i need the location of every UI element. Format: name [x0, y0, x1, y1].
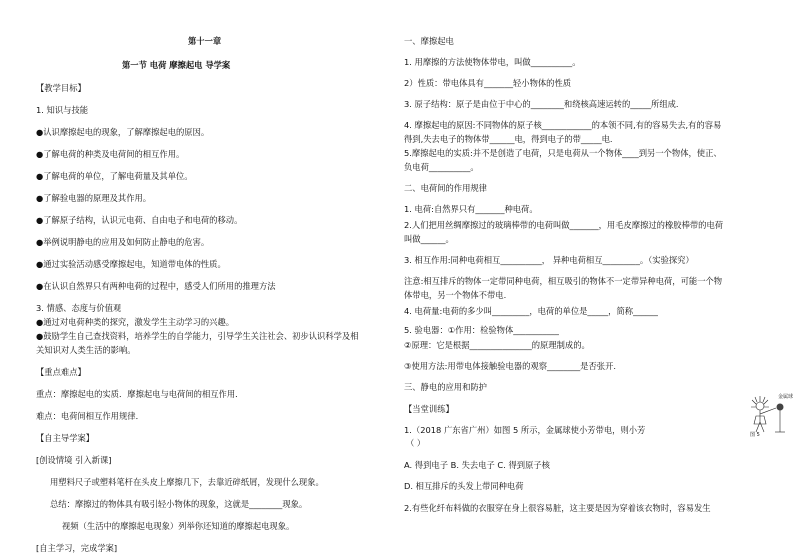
goal-item: ●举例说明静电的应用及如何防止静电的危害。	[36, 237, 210, 247]
values-item: 关知识对人类生活的影响。	[36, 345, 136, 355]
figure-label-ball: 金属球	[778, 394, 794, 400]
intro-text: 用塑料尺子或塑料笔杆在头皮上摩擦几下，去靠近碎纸屑，发现什么现象。	[50, 477, 324, 487]
section-1-item: 得到,失去电子的物体带______电，得到电子的带_____电.	[404, 134, 613, 144]
goal-item: ●了解电荷的单位，了解电荷量及其单位。	[36, 171, 193, 181]
key-point: 重点：摩擦起电的实质．摩擦起电与电荷间的相互作用．	[36, 389, 244, 399]
goals-subheading-3: 3. 情感、态度与价值观	[36, 303, 122, 313]
question-1-option-d: D. 相互排斥的头发上带同种电荷	[404, 481, 524, 491]
self-study-heading: 【自主导学案】	[36, 433, 95, 443]
goal-item: ●了解电荷的种类及电荷间的相互作用。	[36, 149, 185, 159]
section-2-note: 体带电，另一个物体不带电.	[404, 290, 507, 300]
goals-heading: 【教学目标】	[36, 83, 86, 93]
section-1-item: 4. 摩擦起电的原因:不同物体的原子核____________的本领不同,有的容易失去,有的容易	[404, 120, 722, 130]
values-item: ●鼓励学生自己查找资料，培养学生的自学能力，引导学生关注社会、初步认识科学及相	[36, 331, 359, 341]
goals-subheading-1: 1. 知识与技能	[36, 105, 89, 115]
section-1-heading: 一、摩擦起电	[404, 36, 454, 46]
training-heading: 【当堂训练】	[404, 404, 454, 414]
question-1-paren: （ ）	[406, 438, 426, 448]
section-2-note: 注意:相互排斥的物体一定带同种电荷，相互吸引的物体不一定带异种电荷，可能一个物	[404, 276, 723, 286]
section-2-heading: 二、电荷间的作用规律	[404, 183, 487, 193]
intro-video: 视频（生活中的摩擦起电现象）列举你还知道的摩擦起电现象。	[62, 521, 295, 531]
lesson-title: 第一节 电荷 摩擦起电 导学案	[122, 60, 231, 70]
figure-caption: 图 5	[750, 432, 760, 438]
section-1-item: 1. 用摩擦的方法使物体带电，叫做__________。	[404, 57, 581, 67]
question-2: 2.有些化纤布料做的衣服穿在身上很容易脏，这主要是因为穿着该衣物时，容易发生	[404, 503, 711, 513]
section-2-item: 1. 电荷:自然界只有_______种电荷。	[404, 204, 538, 214]
goal-item: ●在认识自然界只有两种电荷的过程中，感受人们所用的推理方法	[36, 281, 276, 291]
section-1-item: 3. 原子结构：原子是由位于中心的________和绕核高速运转的_____所组成.	[404, 99, 679, 109]
goal-item: ●通过实验活动感受摩擦起电，知道带电体的性质。	[36, 259, 226, 269]
key-points-heading: 【重点难点】	[36, 367, 86, 377]
section-2-item: 叫做______。	[404, 234, 454, 244]
section-2-item: ②原理：它是根据_______________的原理制成的。	[404, 340, 590, 350]
section-2-item: 4. 电荷量:电荷的多少叫_________，电荷的单位是_____，简称______	[404, 306, 658, 316]
section-2-item: ③使用方法:用带电体接触验电器的观察________是否张开.	[404, 361, 616, 371]
intro-heading: [创设情境 引入新课]	[36, 455, 112, 465]
goal-item: ●认识摩擦起电的现象，了解摩擦起电的原因。	[36, 127, 210, 137]
section-2-item: 5. 验电器：①作用：检验物体___________	[404, 325, 559, 335]
section-1-item: 2）性质：带电体具有_______轻小物体的性质	[404, 78, 572, 88]
section-2-item: 3. 相互作用:同种电荷相互__________， 异种电荷相互_________。（实验探究）	[404, 255, 694, 265]
chapter-title: 第十一章	[188, 36, 222, 46]
section-1-item: 负电荷__________。	[404, 162, 479, 172]
section-2-item: 2.人们把用丝绸摩擦过的玻璃棒带的电荷叫做_______，用毛皮摩擦过的橡胶棒带的电荷	[404, 220, 724, 230]
values-item: ●通过对电荷种类的探究，激发学生主动学习的兴趣。	[36, 317, 235, 327]
question-1-options: A. 得到电子 B. 失去电子 C. 得到原子核	[404, 460, 550, 470]
figure-5	[748, 392, 794, 438]
question-1: 1.（2018 广东省广州）如图 5 所示，金属球使小芳带电，则小芳	[404, 425, 646, 435]
study-heading: [自主学习，完成学案]	[36, 543, 118, 553]
section-3-heading: 三、静电的应用和防护	[404, 382, 487, 392]
intro-summary: 总结：摩擦过的物体具有吸引轻小物体的现象，这就是________现象。	[50, 499, 308, 509]
section-1-item: 5.摩擦起电的实质:并不是创造了电荷，只是电荷从一个物体____到另一个物体，使正、	[404, 148, 722, 158]
goal-item: ●了解验电器的原理及其作用。	[36, 193, 152, 203]
difficulty: 难点：电荷间相互作用规律．	[36, 411, 144, 421]
goal-item: ●了解原子结构，认识元电荷、自由电子和电荷的移动。	[36, 215, 243, 225]
